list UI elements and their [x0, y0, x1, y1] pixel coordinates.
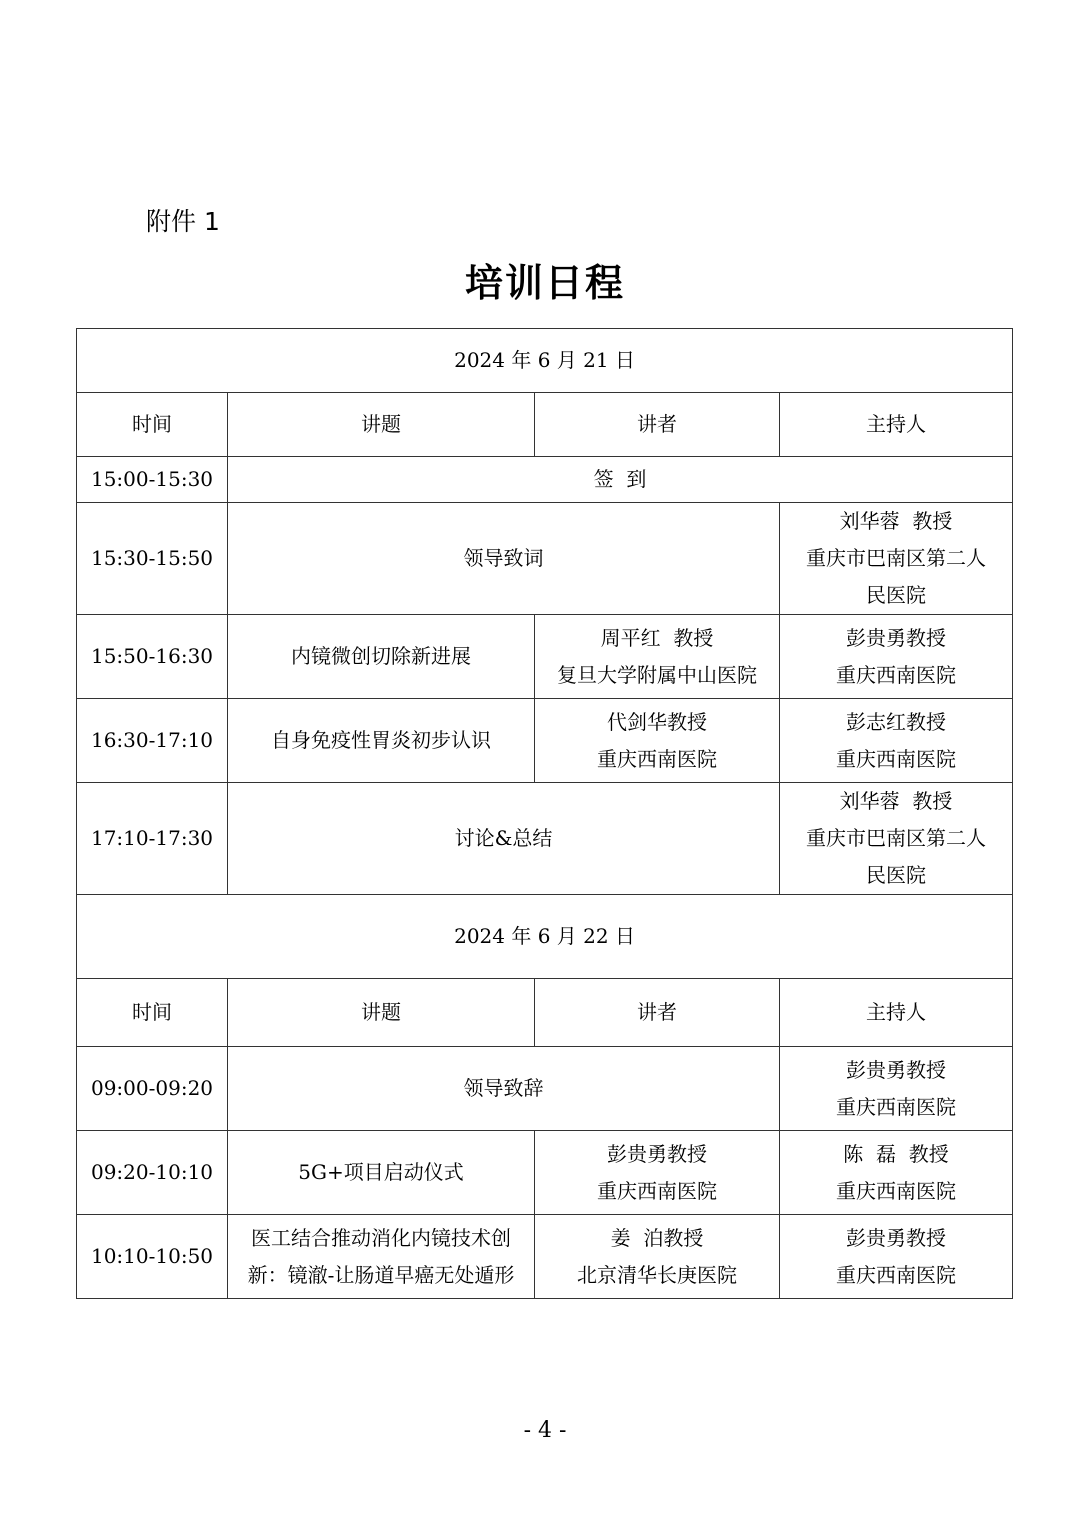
speaker-affiliation: 重庆西南医院	[597, 1178, 717, 1203]
header-row	[77, 393, 1013, 457]
speaker-cell	[535, 615, 780, 699]
host-affiliation: 民医院	[866, 863, 927, 887]
table-row	[77, 1215, 1013, 1299]
date-cell: 2024 年 6 月 21 日	[77, 329, 1013, 393]
topic-cell: 签 到	[228, 457, 1013, 503]
header-time: 时间	[77, 393, 228, 457]
time-cell: 15:50-16:30	[77, 615, 228, 699]
time-cell: 09:00-09:20	[77, 1047, 228, 1131]
topic-cell: 讨论&总结	[228, 783, 780, 895]
topic-cell: 自身免疫性胃炎初步认识	[228, 699, 535, 783]
topic-cell: 领导致词	[228, 503, 780, 615]
host-name: 刘华蓉 教授	[839, 509, 953, 533]
host-cell	[780, 615, 1013, 699]
time-cell: 09:20-10:10	[77, 1131, 228, 1215]
time-cell: 17:10-17:30	[77, 783, 228, 895]
host-cell	[780, 1215, 1013, 1299]
table-row	[77, 1131, 1013, 1215]
header-time: 时间	[77, 979, 228, 1047]
speaker-cell	[535, 1131, 780, 1215]
host-name: 彭贵勇教授	[846, 625, 947, 650]
speaker-cell	[535, 1215, 780, 1299]
host-affiliation: 重庆西南医院	[836, 746, 957, 771]
speaker-name: 彭贵勇教授	[607, 1141, 707, 1166]
attachment-label: 附件 1	[146, 207, 220, 236]
header-topic: 讲题	[228, 979, 535, 1047]
host-affiliation: 重庆西南医院	[836, 1262, 957, 1287]
time-cell: 10:10-10:50	[77, 1215, 228, 1299]
table-row	[77, 1047, 1013, 1131]
header-speaker: 讲者	[535, 979, 780, 1047]
topic-cell: 领导致辞	[228, 1047, 780, 1131]
page-number: - 4 -	[523, 1418, 567, 1443]
header-host: 主持人	[780, 979, 1013, 1047]
header-topic: 讲题	[228, 393, 535, 457]
table-row	[77, 699, 1013, 783]
speaker-affiliation: 复旦大学附属中山医院	[557, 662, 757, 687]
topic-cell: 内镜微创切除新进展	[228, 615, 535, 699]
time-cell: 16:30-17:10	[77, 699, 228, 783]
host-name: 彭志红教授	[846, 709, 947, 734]
host-cell	[780, 1047, 1013, 1131]
time-cell: 15:00-15:30	[77, 457, 228, 503]
header-host: 主持人	[780, 393, 1013, 457]
header-speaker: 讲者	[535, 393, 780, 457]
host-cell	[780, 1131, 1013, 1215]
host-name: 彭贵勇教授	[846, 1057, 947, 1082]
host-name: 刘华蓉 教授	[839, 789, 953, 813]
time-cell: 15:30-15:50	[77, 503, 228, 615]
host-cell	[780, 699, 1013, 783]
table-row	[77, 503, 1013, 615]
speaker-affiliation: 北京清华长庚医院	[577, 1262, 737, 1287]
topic-cell: 医工结合推动消化内镜技术创新：镜澈-让肠道早癌无处遁形	[228, 1215, 535, 1299]
schedule-table	[76, 328, 1013, 1299]
date-row-day1	[77, 329, 1013, 393]
host-affiliation: 民医院	[866, 583, 927, 607]
speaker-name: 姜 泊教授	[610, 1225, 704, 1250]
page-title: 培训日程	[464, 261, 625, 305]
date-cell: 2024 年 6 月 22 日	[77, 895, 1013, 979]
host-affiliation: 重庆西南医院	[836, 1178, 957, 1203]
host-name: 陈 磊 教授	[843, 1141, 949, 1166]
speaker-affiliation: 重庆西南医院	[597, 746, 717, 771]
speaker-name: 周平红 教授	[600, 625, 714, 650]
table-row	[77, 783, 1013, 895]
speaker-cell	[535, 699, 780, 783]
host-cell	[780, 783, 1013, 895]
host-affiliation: 重庆市巴南区第二人	[806, 546, 987, 570]
host-affiliation: 重庆西南医院	[836, 1094, 957, 1119]
header-row	[77, 979, 1013, 1047]
topic-cell: 5G+项目启动仪式	[228, 1131, 535, 1215]
host-cell	[780, 503, 1013, 615]
speaker-name: 代剑华教授	[607, 709, 707, 734]
host-name: 彭贵勇教授	[846, 1225, 947, 1250]
table-row	[77, 615, 1013, 699]
table-row	[77, 457, 1013, 503]
host-affiliation: 重庆西南医院	[836, 662, 957, 687]
host-affiliation: 重庆市巴南区第二人	[806, 826, 987, 850]
date-row-day2	[77, 895, 1013, 979]
